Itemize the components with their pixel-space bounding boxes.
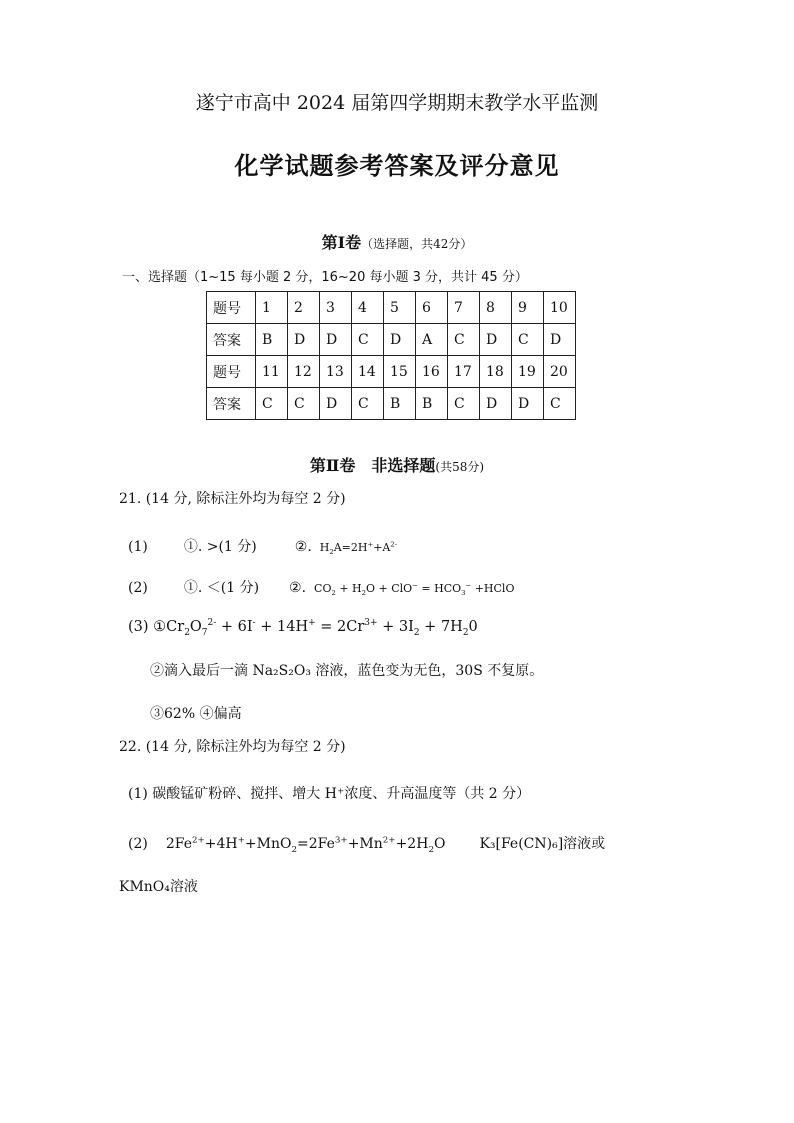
- cell-answer: C: [256, 388, 288, 420]
- cell-number: 10: [544, 292, 576, 324]
- exam-header: 遂宁市高中 2024 届第四学期期末教学水平监测: [195, 92, 599, 114]
- cell-answer: D: [480, 388, 512, 420]
- cell-number: 4: [352, 292, 384, 324]
- cell-answer: D: [544, 324, 576, 356]
- q22-p2-reagent: K₃[Fe(CN)₆]溶液或: [479, 836, 606, 852]
- cell-number: 20: [544, 356, 576, 388]
- q22-p2-label: (2): [128, 836, 148, 852]
- cell-number: 7: [448, 292, 480, 324]
- q22-p2-equation: $2Fe^{2+}+4H^++MnO_2=2Fe^{3+}+Mn^{2+}+2H_2O$: [165, 835, 446, 855]
- cell-number: 11: [256, 356, 288, 388]
- answer-table: [206, 291, 576, 420]
- q21-p3-label: (3) ①: [128, 619, 167, 635]
- q21-p2-equation: $CO_2 + H_2O + ClO^- = HCO_3^-$ +HClO: [314, 581, 515, 598]
- q21-part3-equation: [128, 618, 478, 638]
- q22-part1: (1) 碳酸锰矿粉碎、搅拌、增大 H⁺浓度、升高温度等（共 2 分）: [128, 786, 531, 802]
- cell-number: 8: [480, 292, 512, 324]
- cell-answer: D: [480, 324, 512, 356]
- cell-answer: C: [448, 388, 480, 420]
- q22-part2-continued: KMnO₄溶液: [119, 879, 198, 895]
- cell-number: 9: [512, 292, 544, 324]
- q21-part2: [128, 577, 514, 597]
- row-label-number: 题号: [207, 356, 256, 388]
- q21-p2-answer-b-label: ②.: [289, 580, 307, 596]
- q21-p1-answer-a: ①. >(1 分): [183, 539, 257, 555]
- cell-answer: C: [448, 324, 480, 356]
- cell-answer: C: [512, 324, 544, 356]
- q21-p2-label: (2): [128, 580, 148, 596]
- q21-p1-answer-b-label: ②.: [294, 539, 312, 555]
- cell-number: 14: [352, 356, 384, 388]
- q21-p2-answer-a: ①. ＜(1 分): [183, 580, 260, 596]
- part2-note: (共58分): [435, 460, 485, 474]
- cell-number: 13: [320, 356, 352, 388]
- cell-answer: D: [384, 324, 416, 356]
- cell-number: 15: [384, 356, 416, 388]
- cell-answer: C: [288, 388, 320, 420]
- part1-heading: [0, 230, 794, 253]
- q21-header: 21. (14 分, 除标注外均为每空 2 分): [119, 491, 346, 507]
- part1-note: （选择题，共42分）: [361, 237, 473, 251]
- q21-part1: [128, 536, 397, 556]
- cell-number: 2: [288, 292, 320, 324]
- cell-answer: D: [288, 324, 320, 356]
- q21-part3-result: ③62% ④偏高: [150, 706, 242, 722]
- q22-part2: [128, 833, 605, 853]
- cell-answer: D: [512, 388, 544, 420]
- q21-p3-equation: $Cr_2O_7^{2-} + 6I^- + 14H^+ = 2Cr^{3+} + 3I_2 + 7H_20$: [166, 618, 478, 638]
- q22-header: 22. (14 分, 除标注外均为每空 2 分): [119, 739, 346, 755]
- cell-answer: D: [320, 388, 352, 420]
- part2-heading: [0, 453, 794, 476]
- document-title: 化学试题参考答案及评分意见: [234, 151, 560, 180]
- q21-p1-equation: $H_2A=2H^++A^{2-}$: [319, 540, 398, 557]
- cell-answer: A: [416, 324, 448, 356]
- cell-number: 18: [480, 356, 512, 388]
- cell-answer: D: [320, 324, 352, 356]
- q21-p1-label: (1): [128, 539, 148, 555]
- table-row: [207, 324, 576, 356]
- part2-title: 第Ⅱ卷 非选择题: [309, 456, 436, 475]
- cell-answer: B: [384, 388, 416, 420]
- cell-answer: C: [352, 388, 384, 420]
- cell-number: 19: [512, 356, 544, 388]
- q21-part3-endpoint: ②滴入最后一滴 Na₂S₂O₃ 溶液，蓝色变为无色，30S 不复原。: [150, 663, 544, 679]
- cell-number: 12: [288, 356, 320, 388]
- cell-number: 16: [416, 356, 448, 388]
- cell-answer: C: [352, 324, 384, 356]
- cell-number: 1: [256, 292, 288, 324]
- cell-number: 17: [448, 356, 480, 388]
- table-row: [207, 388, 576, 420]
- cell-answer: B: [416, 388, 448, 420]
- mcq-intro: 一、选择题（1~15 每小题 2 分，16~20 每小题 3 分，共计 45 分）: [122, 270, 528, 285]
- cell-number: 5: [384, 292, 416, 324]
- table-row: [207, 292, 576, 324]
- row-label-answer: 答案: [207, 324, 256, 356]
- part1-title: 第Ⅰ卷: [321, 233, 362, 252]
- row-label-number: 题号: [207, 292, 256, 324]
- cell-number: 3: [320, 292, 352, 324]
- cell-number: 6: [416, 292, 448, 324]
- table-row: [207, 356, 576, 388]
- cell-answer: C: [544, 388, 576, 420]
- row-label-answer: 答案: [207, 388, 256, 420]
- cell-answer: B: [256, 324, 288, 356]
